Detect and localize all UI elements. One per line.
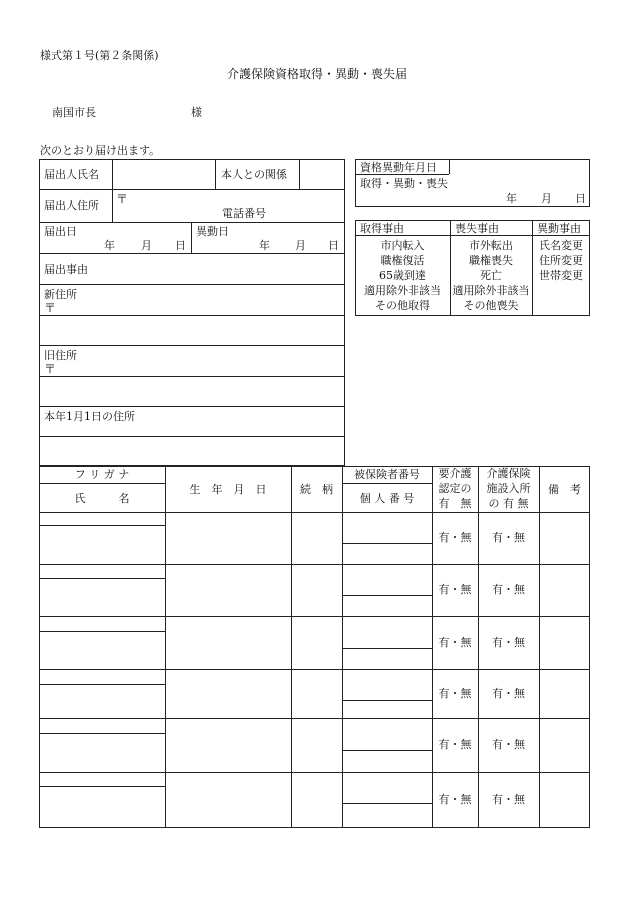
change-item: 世帯変更 <box>539 269 583 282</box>
loss-item: 適用除外非該当 <box>452 284 530 297</box>
facility-yes-no[interactable]: 有・無 <box>492 636 525 649</box>
acquisition-item: 65歳到達 <box>379 269 426 282</box>
relationship-label: 本人との関係 <box>221 168 287 181</box>
acquisition-item: 市内転入 <box>380 239 425 252</box>
care-cert-header-line: 認定の <box>438 482 472 495</box>
facility-yes-no[interactable]: 有・無 <box>492 793 525 806</box>
remarks-header: 備 考 <box>548 483 581 496</box>
insured-number-header: 被保険者番号 <box>354 468 420 481</box>
change-date-label: 異動日 <box>196 225 229 238</box>
rb-day-unit: 日 <box>575 192 586 205</box>
care-cert-yes-no[interactable]: 有・無 <box>438 793 472 806</box>
change-header: 異動事由 <box>537 222 581 235</box>
loss-item: 死亡 <box>480 269 502 282</box>
care-cert-yes-no[interactable]: 有・無 <box>438 636 472 649</box>
name-header: 氏 名 <box>74 492 130 505</box>
furigana-header: フ リ ガ ナ <box>74 468 130 481</box>
recipient-name: 南国市長 <box>52 106 96 119</box>
loss-item: 職権喪失 <box>469 254 513 267</box>
care-cert-yes-no[interactable]: 有・無 <box>438 738 472 751</box>
facility-yes-no[interactable]: 有・無 <box>492 738 525 751</box>
relationship-field[interactable] <box>300 160 344 188</box>
care-cert-header-line: 要介護 <box>438 467 472 480</box>
change-day-unit: 日 <box>328 239 339 252</box>
facility-header-line: 施設入所 <box>486 482 531 495</box>
care-cert-yes-no[interactable]: 有・無 <box>438 531 472 544</box>
applicant-address-label: 届出人住所 <box>44 199 99 212</box>
facility-yes-no[interactable]: 有・無 <box>492 583 525 596</box>
applicant-name-label: 届出人氏名 <box>44 168 99 181</box>
rb-year-unit: 年 <box>506 192 517 205</box>
change-types: 取得・異動・喪失 <box>360 177 448 190</box>
notify-month-unit: 月 <box>141 239 152 252</box>
old-address-postal-mark: 〒 <box>44 362 57 376</box>
facility-yes-no[interactable]: 有・無 <box>492 687 525 700</box>
applicant-postal-mark: 〒 <box>116 192 129 206</box>
rb-month-unit: 月 <box>541 192 552 205</box>
facility-header-line: 介護保険 <box>486 467 531 480</box>
applicant-phone-label: 電話番号 <box>222 207 266 220</box>
facility-yes-no[interactable]: 有・無 <box>492 531 525 544</box>
loss-item: その他喪失 <box>463 299 519 312</box>
jan1-address-label: 本年1月1日の住所 <box>44 410 135 423</box>
loss-header: 喪失事由 <box>455 222 499 235</box>
care-cert-header-line: 有 無 <box>438 497 472 510</box>
change-date-title: 資格異動年月日 <box>360 161 437 174</box>
recipient-suffix: 様 <box>191 106 202 119</box>
intro-text: 次のとおり届け出ます。 <box>40 144 161 157</box>
loss-item: 市外転出 <box>469 239 513 252</box>
notify-day-unit: 日 <box>175 239 186 252</box>
change-month-unit: 月 <box>295 239 306 252</box>
care-cert-yes-no[interactable]: 有・無 <box>438 687 472 700</box>
old-address-label: 旧住所 <box>44 349 77 362</box>
applicant-address-field[interactable] <box>126 190 344 206</box>
reason-label: 届出事由 <box>44 263 88 276</box>
acquisition-item: その他取得 <box>375 299 430 312</box>
applicant-name-field[interactable] <box>113 160 214 188</box>
form-title: 介護保険資格取得・異動・喪失届 <box>227 67 408 81</box>
birthdate-header: 生 年 月 日 <box>189 483 267 496</box>
facility-header-line: の 有 無 <box>488 497 529 510</box>
notify-date-label: 届出日 <box>44 225 77 238</box>
change-item: 氏名変更 <box>539 239 583 252</box>
acquisition-item: 職権復活 <box>380 254 425 267</box>
personal-number-header: 個 人 番 号 <box>359 492 415 505</box>
acquisition-item: 適用除外非該当 <box>364 284 441 297</box>
acquisition-header: 取得事由 <box>360 222 404 235</box>
care-cert-yes-no[interactable]: 有・無 <box>438 583 472 596</box>
notify-year-unit: 年 <box>104 239 115 252</box>
new-address-label: 新住所 <box>44 288 77 301</box>
change-year-unit: 年 <box>259 239 270 252</box>
relation-header: 続 柄 <box>300 483 333 496</box>
new-address-postal-mark: 〒 <box>44 301 57 315</box>
change-item: 住所変更 <box>539 254 583 267</box>
form-number: 様式第１号(第２条関係) <box>40 49 159 62</box>
